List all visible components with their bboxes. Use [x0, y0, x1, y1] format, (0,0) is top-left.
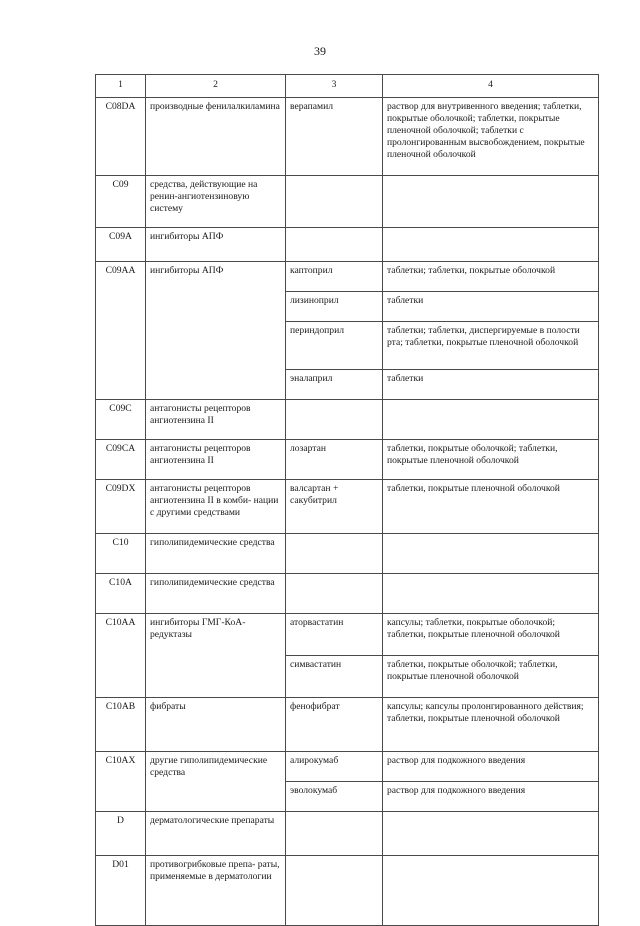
atc-code-cell: C09CA: [96, 440, 146, 480]
group-name-cell: противогрибковые препа- раты, применяемые в дерматологии: [146, 856, 286, 926]
dosage-form-cell: [383, 812, 599, 856]
atc-code-cell: C10A: [96, 574, 146, 614]
page-number: 39: [314, 44, 326, 58]
table-row: [96, 698, 599, 752]
group-name-cell: фибраты: [146, 698, 286, 752]
group-name-cell: дерматологические препараты: [146, 812, 286, 856]
atc-code-cell: C09C: [96, 400, 146, 440]
drug-name-cell: [286, 400, 383, 440]
dosage-form-cell: [383, 400, 599, 440]
table-row: [96, 534, 599, 574]
atc-code-cell: D: [96, 812, 146, 856]
column-header-1: 1: [96, 75, 146, 98]
atc-code-cell: C10AB: [96, 698, 146, 752]
atc-code-cell: C10AX: [96, 752, 146, 812]
column-header-3: 3: [286, 75, 383, 98]
dosage-form-cell: капсулы; таблетки, покрытые оболочкой; таблетки, покрытые пленочной оболочкой: [383, 614, 599, 656]
drug-table: [95, 74, 599, 926]
table-row: [96, 262, 599, 292]
column-header-2: 2: [146, 75, 286, 98]
dosage-form-cell: таблетки; таблетки, покрытые оболочкой: [383, 262, 599, 292]
drug-name-cell: эволокумаб: [286, 782, 383, 812]
dosage-form-cell: капсулы; капсулы пролонгированного действия; таблетки, покрытые пленочной оболочкой: [383, 698, 599, 752]
atc-code-cell: C10AA: [96, 614, 146, 698]
dosage-form-cell: [383, 228, 599, 262]
drug-name-cell: [286, 534, 383, 574]
atc-code-cell: C09DX: [96, 480, 146, 534]
table-row: [96, 228, 599, 262]
atc-code-cell: C10: [96, 534, 146, 574]
atc-code-cell: C08DA: [96, 98, 146, 176]
drug-name-cell: лозартан: [286, 440, 383, 480]
atc-code-cell: C09AA: [96, 262, 146, 400]
drug-name-cell: фенофибрат: [286, 698, 383, 752]
drug-name-cell: [286, 228, 383, 262]
group-name-cell: ингибиторы ГМГ-КоА- редуктазы: [146, 614, 286, 698]
group-name-cell: другие гиполипидемические средства: [146, 752, 286, 812]
dosage-form-cell: таблетки, покрытые оболочкой; таблетки, покрытые пленочной оболочкой: [383, 656, 599, 698]
atc-code-cell: C09: [96, 176, 146, 228]
drug-table-body: [96, 75, 599, 926]
header-row: [96, 75, 599, 98]
dosage-form-cell: раствор для подкожного введения: [383, 782, 599, 812]
table-row: [96, 400, 599, 440]
table-row: [96, 614, 599, 656]
column-header-4: 4: [383, 75, 599, 98]
dosage-form-cell: раствор для подкожного введения: [383, 752, 599, 782]
group-name-cell: гиполипидемические средства: [146, 534, 286, 574]
table-row: [96, 440, 599, 480]
group-name-cell: ингибиторы АПФ: [146, 228, 286, 262]
drug-name-cell: симвастатин: [286, 656, 383, 698]
table-row: [96, 812, 599, 856]
group-name-cell: средства, действующие на ренин-ангиотензиновую систему: [146, 176, 286, 228]
dosage-form-cell: таблетки; таблетки, диспергируемые в полости рта; таблетки, покрытые пленочной оболочкой: [383, 322, 599, 370]
group-name-cell: антагонисты рецепторов ангиотензина II: [146, 400, 286, 440]
group-name-cell: ингибиторы АПФ: [146, 262, 286, 400]
group-name-cell: антагонисты рецепторов ангиотензина II в комби- нации с другими средствами: [146, 480, 286, 534]
dosage-form-cell: [383, 856, 599, 926]
group-name-cell: гиполипидемические средства: [146, 574, 286, 614]
dosage-form-cell: [383, 574, 599, 614]
table-row: [96, 98, 599, 176]
dosage-form-cell: таблетки: [383, 292, 599, 322]
table-row: [96, 856, 599, 926]
drug-name-cell: верапамил: [286, 98, 383, 176]
drug-name-cell: [286, 856, 383, 926]
drug-name-cell: периндоприл: [286, 322, 383, 370]
dosage-form-cell: [383, 176, 599, 228]
dosage-form-cell: [383, 534, 599, 574]
drug-name-cell: [286, 176, 383, 228]
drug-name-cell: алирокумаб: [286, 752, 383, 782]
drug-name-cell: каптоприл: [286, 262, 383, 292]
atc-code-cell: C09A: [96, 228, 146, 262]
table-row: [96, 752, 599, 782]
table-row: [96, 176, 599, 228]
dosage-form-cell: раствор для внутривенного введения; таблетки, покрытые оболочкой; таблетки, покрытые пленочной оболочкой; таблетки с пролонгированным высвобождением, покрытые пленочной оболочкой: [383, 98, 599, 176]
group-name-cell: производные фенилалкиламина: [146, 98, 286, 176]
dosage-form-cell: таблетки, покрытые оболочкой; таблетки, покрытые пленочной оболочкой: [383, 440, 599, 480]
drug-name-cell: лизиноприл: [286, 292, 383, 322]
dosage-form-cell: таблетки: [383, 370, 599, 400]
dosage-form-cell: таблетки, покрытые пленочной оболочкой: [383, 480, 599, 534]
drug-name-cell: валсартан + сакубитрил: [286, 480, 383, 534]
table-row: [96, 480, 599, 534]
drug-name-cell: аторвастатин: [286, 614, 383, 656]
drug-name-cell: эналаприл: [286, 370, 383, 400]
group-name-cell: антагонисты рецепторов ангиотензина II: [146, 440, 286, 480]
atc-code-cell: D01: [96, 856, 146, 926]
drug-name-cell: [286, 574, 383, 614]
drug-name-cell: [286, 812, 383, 856]
table-row: [96, 574, 599, 614]
